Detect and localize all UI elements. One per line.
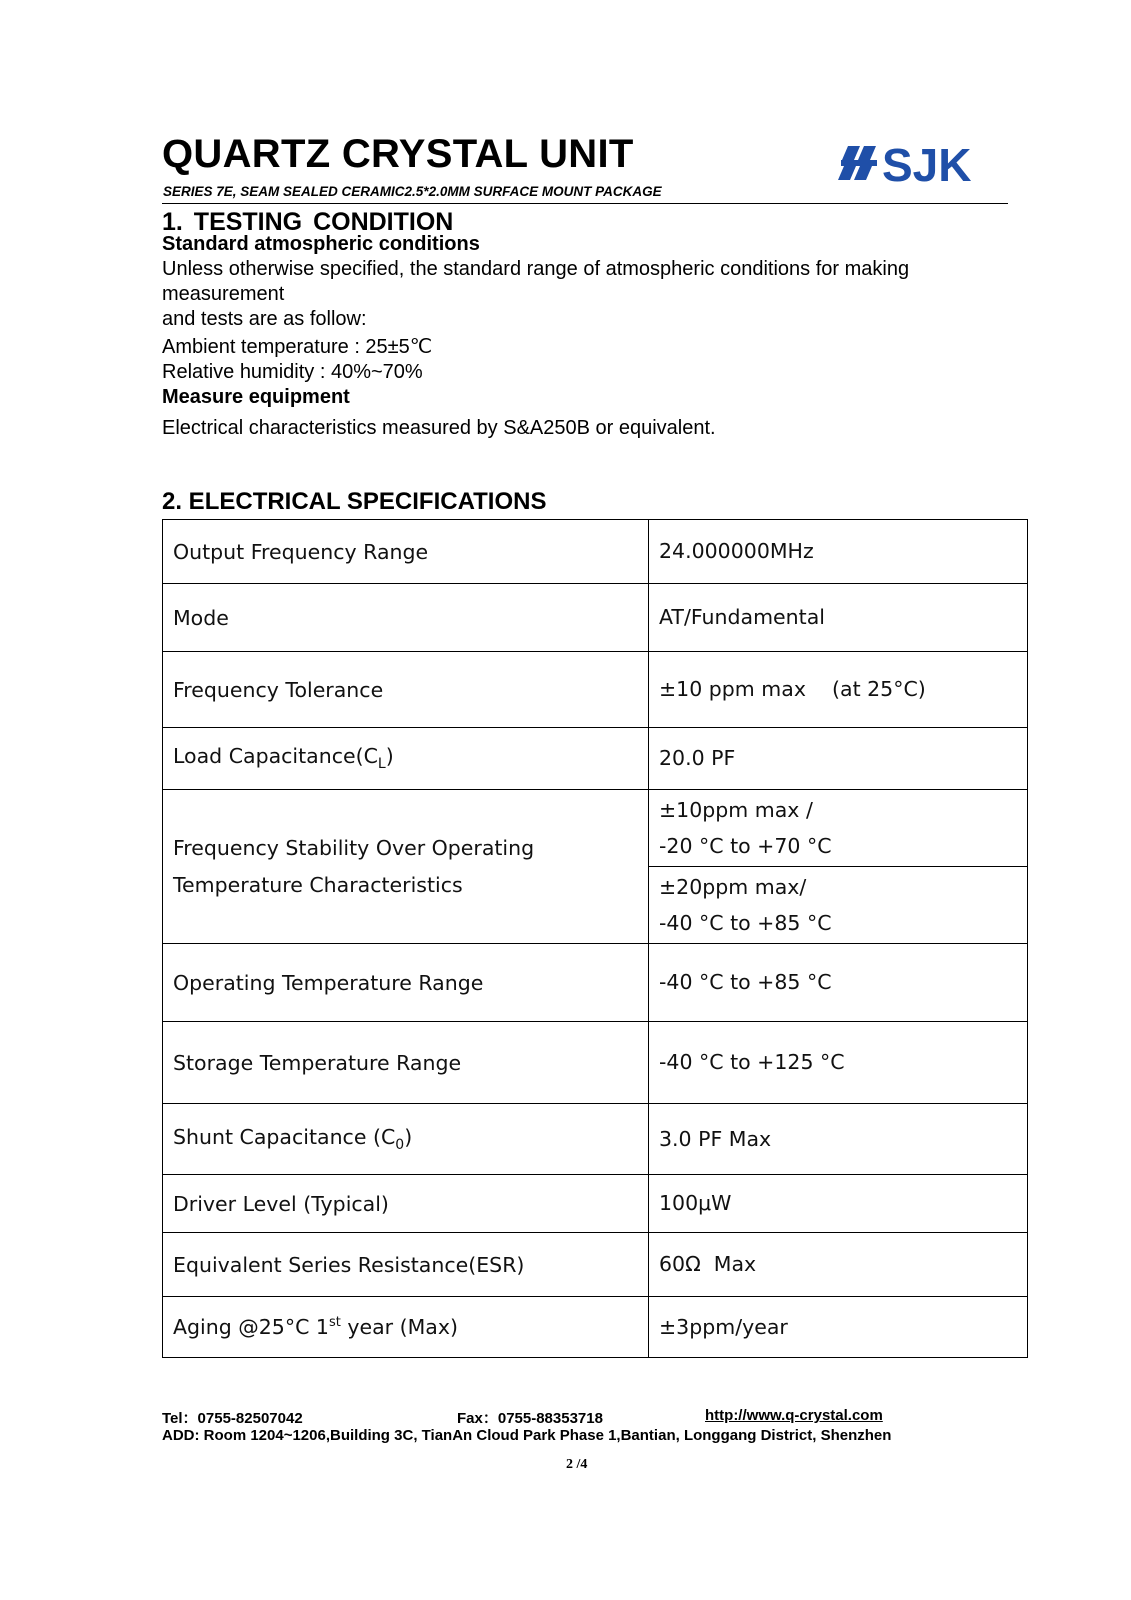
- value-line: ±10ppm max /: [659, 798, 813, 822]
- table-row: [163, 652, 1028, 728]
- spec-value: -40 °C to +85 °C: [649, 944, 1028, 1022]
- spec-value: 20.0 PF: [649, 728, 1028, 790]
- spec-label: Driver Level (Typical): [163, 1175, 649, 1233]
- website-link[interactable]: http://www.q-crystal.com: [705, 1407, 883, 1424]
- table-row: [163, 1022, 1028, 1104]
- page-number: 2 /4: [566, 1457, 588, 1472]
- section-heading-testing-condition: 1. TESTING CONDITION: [162, 208, 454, 236]
- spec-label: [163, 1297, 649, 1358]
- label-subscript: 0: [395, 1137, 405, 1154]
- label-text-end: ): [404, 1124, 413, 1149]
- table-row: [163, 944, 1028, 1022]
- spec-label: [163, 1104, 649, 1175]
- subheading-standard-conditions: Standard atmospheric conditions: [162, 233, 480, 255]
- label-text: Load Capacitance(C: [173, 744, 378, 769]
- spec-value: ±10 ppm max (at 25°C): [649, 652, 1028, 728]
- logo-text: SJK: [882, 140, 972, 188]
- header-divider: [162, 203, 1008, 204]
- ambient-temperature: Ambient temperature : 25±5℃: [162, 336, 433, 358]
- table-row: [163, 1175, 1028, 1233]
- table-row: [163, 1233, 1028, 1297]
- spec-label: Operating Temperature Range: [163, 944, 649, 1022]
- spec-value: 60Ω Max: [649, 1233, 1028, 1297]
- subheading-measure-equipment: Measure equipment: [162, 386, 350, 408]
- table-row: [163, 1104, 1028, 1175]
- label-text: Shunt Capacitance (C: [173, 1124, 396, 1149]
- label-text: Aging @25°C 1: [173, 1315, 329, 1339]
- label-superscript: st: [328, 1315, 341, 1331]
- value-line: -20 °C to +70 °C: [659, 834, 832, 858]
- label-text-end: year (Max): [340, 1315, 458, 1339]
- spec-label: Frequency Tolerance: [163, 652, 649, 728]
- section-heading-electrical-specifications: 2. ELECTRICAL SPECIFICATIONS: [162, 488, 547, 515]
- table-row: [163, 790, 1028, 867]
- table-row: [163, 520, 1028, 584]
- value-line: ±20ppm max/: [659, 875, 807, 899]
- table-row: [163, 728, 1028, 790]
- spec-label: Equivalent Series Resistance(ESR): [163, 1233, 649, 1297]
- spec-value: [649, 867, 1028, 944]
- paragraph-line: and tests are as follow:: [162, 308, 367, 330]
- electrical-spec-table: [162, 519, 1028, 1358]
- spec-value: 24.000000MHz: [649, 520, 1028, 584]
- spec-label: [163, 790, 649, 944]
- sjk-logo: [838, 140, 1010, 188]
- table-row: [163, 1297, 1028, 1358]
- label-line: Frequency Stability Over Operating: [173, 835, 535, 860]
- footer-address: ADD: Room 1204~1206,Building 3C, TianAn Cloud Park Phase 1,Bantian, Longgang District, Shenzhen: [162, 1427, 892, 1444]
- spec-value: 3.0 PF Max: [649, 1104, 1028, 1175]
- document-title: QUARTZ CRYSTAL UNIT: [162, 132, 634, 176]
- table-row: [163, 584, 1028, 652]
- spec-label: Output Frequency Range: [163, 520, 649, 584]
- spec-value: 100μW: [649, 1175, 1028, 1233]
- footer-fax: Fax：0755-88353718: [457, 1410, 603, 1427]
- spec-value: AT/Fundamental: [649, 584, 1028, 652]
- spec-value: [649, 790, 1028, 867]
- spec-label: Mode: [163, 584, 649, 652]
- value-line: -40 °C to +85 °C: [659, 911, 832, 935]
- relative-humidity: Relative humidity : 40%~70%: [162, 361, 423, 383]
- spec-label: Storage Temperature Range: [163, 1022, 649, 1104]
- spec-value: ±3ppm/year: [649, 1297, 1028, 1358]
- document-subtitle: SERIES 7E, SEAM SEALED CERAMIC2.5*2.0MM SURFACE MOUNT PACKAGE: [163, 184, 662, 199]
- footer-url[interactable]: [705, 1407, 883, 1424]
- measure-equipment-text: Electrical characteristics measured by S&A250B or equivalent.: [162, 417, 716, 439]
- label-line: Temperature Characteristics: [173, 872, 463, 897]
- footer-tel: Tel：0755-82507042: [162, 1410, 303, 1427]
- paragraph-line: Unless otherwise specified, the standard range of atmospheric conditions for making: [162, 258, 910, 280]
- paragraph-line: measurement: [162, 283, 285, 305]
- spec-label: [163, 728, 649, 790]
- spec-value: -40 °C to +125 °C: [649, 1022, 1028, 1104]
- sjk-logo-mark: [838, 140, 1010, 188]
- label-subscript: L: [377, 756, 386, 773]
- label-text-end: ): [385, 744, 394, 769]
